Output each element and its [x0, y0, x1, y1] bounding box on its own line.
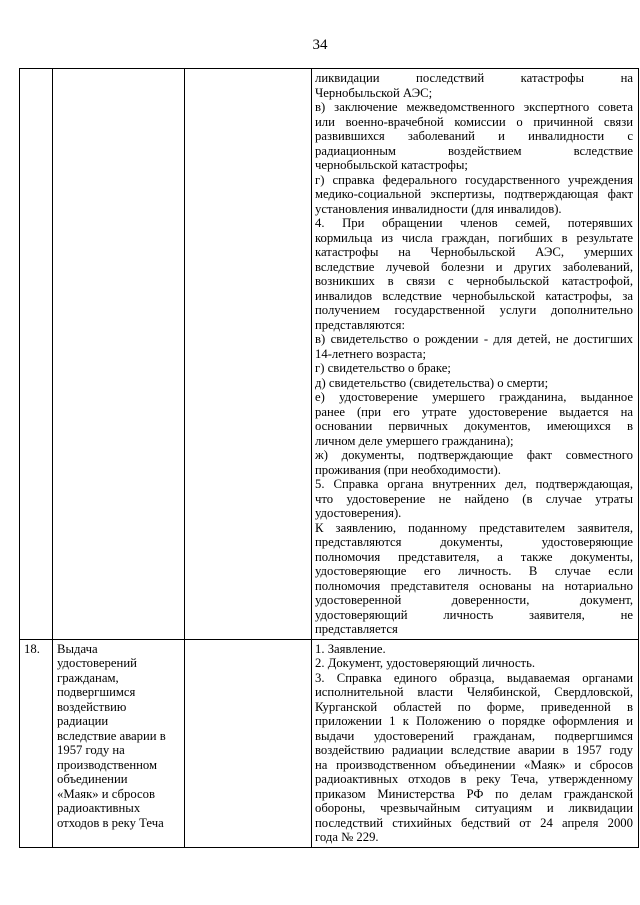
service-name-line: отходов в реку Теча	[57, 815, 164, 830]
service-name-cell	[53, 639, 185, 847]
service-name-cell	[53, 69, 185, 640]
text-line: года № 229.	[315, 830, 379, 844]
text-line: исполнительной власти Челябинской, Свердловской,	[315, 685, 633, 699]
service-name-line: вследствие аварии в	[57, 728, 166, 743]
text-line: основании первичных документов, имеющихся в	[315, 419, 633, 433]
text-line: 3. Справка единого образца, выдаваемая органами	[315, 670, 633, 685]
row-number-cell	[20, 69, 53, 640]
text-line: 5. Справка органа внутренних дел, подтверждающая,	[315, 477, 633, 491]
text-line: установления инвалидности (для инвалидов).	[315, 201, 562, 216]
text-line: представляются:	[315, 317, 406, 332]
text-line: д) свидетельство (свидетельства) о смерти;	[315, 375, 549, 390]
text-line: в) заключение межведомственного экспертного совета	[315, 100, 633, 114]
service-name-line: воздействию	[57, 699, 127, 714]
services-table	[19, 68, 639, 848]
text-line: 2. Документ, удостоверяющий личность.	[315, 656, 536, 670]
text-line: возникших в связи с чернобыльской катастрофой,	[315, 274, 633, 288]
text-line: проживания (при необходимости).	[315, 462, 501, 477]
text-line: на производственном объединении «Маяк» и сбросов	[315, 757, 633, 772]
service-name-line: удостоверений	[57, 656, 137, 670]
table-row-18	[20, 639, 639, 847]
page-number: 34	[312, 37, 328, 53]
text-line: личном деле умершего гражданина);	[315, 433, 514, 448]
text-line: воздействию радиации вследствие аварии в 1957 году	[315, 743, 633, 757]
text-line: медико-социальной экспертизы, подтверждающая факт	[315, 187, 633, 201]
text-line: радиационным воздействием вследствие	[315, 143, 633, 158]
text-line: развившихся заболеваний и инвалидности с	[315, 129, 633, 143]
service-name-line: «Маяк» и сбросов	[57, 786, 155, 801]
text-line: последствий стихийных бедствий от 24 апреля 2000	[315, 815, 633, 830]
text-line: приложении 1 к Положению о порядке оформления и	[315, 714, 633, 728]
empty-cell	[185, 69, 312, 640]
text-line: полномочия представителя основаны на нотариально	[315, 578, 633, 593]
documents-text	[315, 71, 633, 637]
service-name-text	[57, 642, 182, 831]
text-line: представляются документы, удостоверяющие	[315, 535, 633, 549]
text-line: ранее (при его утрате удостоверение выдается на	[315, 404, 633, 419]
text-line: Курганской областей по форме, приведенной в	[315, 699, 633, 714]
service-name-line: Выдача	[57, 641, 98, 656]
text-line: г) справка федерального государственного учреждения	[315, 172, 633, 187]
text-line: обороны, чрезвычайным ситуациям и ликвидации	[315, 801, 633, 815]
text-line: в) свидетельство о рождении - для детей, не достигших	[315, 332, 633, 346]
text-line: 1. Заявление.	[315, 641, 386, 656]
service-name-line: 1957 году на	[57, 743, 125, 757]
text-line: ликвидации последствий катастрофы на	[315, 71, 633, 85]
text-line: полномочия представителя, а также документы,	[315, 549, 633, 564]
text-line: получением государственной услуги дополнительно	[315, 303, 633, 317]
text-line: приказом Министерства РФ по делам гражданской	[315, 786, 633, 801]
text-line: г) свидетельство о браке;	[315, 361, 451, 375]
text-line: удостоверения).	[315, 506, 402, 520]
service-name-line: подвергшимся	[57, 685, 136, 699]
text-line: радиоактивных отходов в реку Теча, утвержденному	[315, 772, 633, 786]
text-line: катастрофы на Чернобыльской АЭС, умерших	[315, 245, 633, 259]
row-number-cell: 18.	[20, 639, 53, 847]
text-line: удостоверенной доверенности, документ,	[315, 593, 633, 607]
text-line: инвалидов вследствие чернобыльской катастрофы, за	[315, 288, 633, 303]
service-name-line: объединении	[57, 772, 128, 786]
service-name-line: радиации	[57, 714, 109, 728]
text-line: вследствие лучевой болезни и других заболеваний,	[315, 259, 633, 274]
text-line: Чернобыльской АЭС;	[315, 85, 433, 100]
service-name-line: гражданам,	[57, 670, 119, 685]
text-line: ж) документы, подтверждающие факт совместного	[315, 448, 633, 462]
documents-cell	[312, 69, 639, 640]
text-line: что удостоверение не найдено (в случае утраты	[315, 491, 633, 506]
table-row-continued	[20, 69, 639, 640]
text-line: 4. При обращении членов семей, потерявших	[315, 216, 633, 230]
text-line: выдачи удостоверений гражданам, подвергшимся	[315, 728, 633, 743]
service-name-line: производственном	[57, 757, 158, 772]
text-line: кормильца из числа граждан, погибших в результате	[315, 230, 633, 245]
text-line: е) удостоверение умершего гражданина, выданное	[315, 390, 633, 404]
text-line: чернобыльской катастрофы;	[315, 158, 468, 172]
documents-cell	[312, 639, 639, 847]
text-line: К заявлению, поданному представителем заявителя,	[315, 520, 633, 535]
empty-cell	[185, 639, 312, 847]
service-name-line: радиоактивных	[57, 801, 141, 815]
text-line: удостоверяющие его личность. В случае если	[315, 564, 633, 578]
text-line: 14-летнего возраста;	[315, 346, 426, 361]
text-line: представляется	[315, 622, 398, 636]
text-line: удостоверяющий личность заявителя, не	[315, 607, 633, 622]
documents-text	[315, 642, 633, 845]
text-line: или военно-врачебной комиссии о причинной связи	[315, 114, 633, 129]
